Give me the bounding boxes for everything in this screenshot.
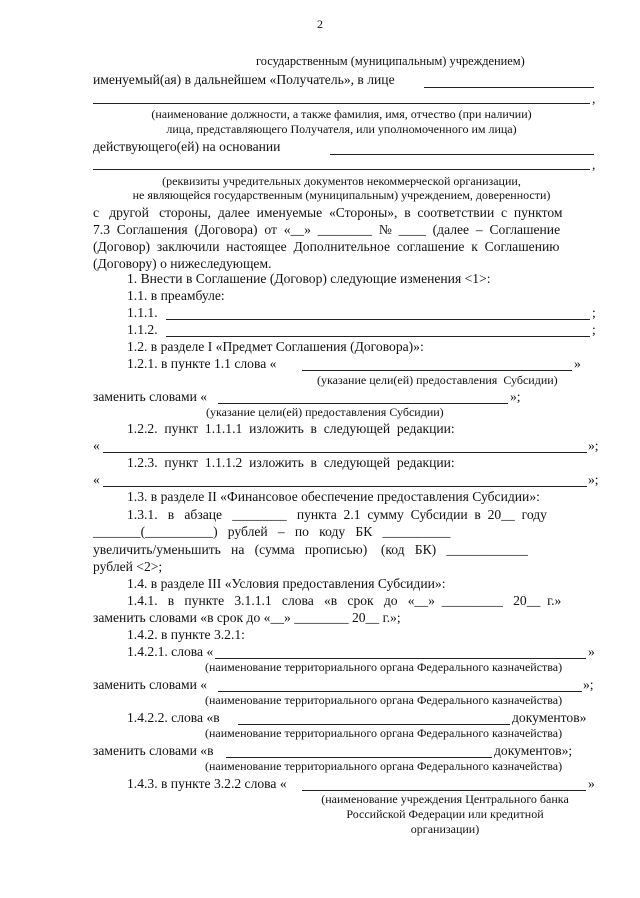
- replace-words: заменить словами «: [93, 389, 208, 404]
- close-quote: »: [574, 356, 581, 371]
- close-quote-semi: »;: [588, 472, 599, 487]
- page-number: 2: [317, 17, 323, 31]
- header-comma: ,: [592, 91, 596, 106]
- close-quote: »: [588, 644, 595, 659]
- fill-line-1-1-2: [166, 336, 590, 337]
- item-1-2-1: 1.2.1. в пункте 1.1 слова «: [127, 356, 277, 371]
- fill-line-1-1-1: [166, 319, 590, 320]
- fill-line-1-4-3: [302, 790, 586, 791]
- caption-treasury: (наименование территориального органа Федерального казначейства): [205, 660, 563, 674]
- item-1-1: 1.1. в преамбуле:: [127, 288, 225, 303]
- fill-line-representative-full: [93, 103, 590, 104]
- intro-line-3: (Договор) заключили настоящее Дополнительное соглашение к Соглашению: [93, 239, 560, 254]
- item-1-3-1-line-4: рублей <2>;: [93, 559, 163, 574]
- caption-subsidy-goal: (указание цели(ей) предоставления Субсидии): [317, 373, 558, 387]
- fill-line-1-2-2: [103, 452, 587, 453]
- caption-position-name: (наименование должности, а также фамилия, имя, отчество (при наличии): [151, 107, 532, 121]
- item-1: 1. Внести в Соглашение (Договор) следующие изменения <1>:: [127, 271, 491, 286]
- item-1-3-1-line-3: увеличить/уменьшить на (сумма прописью) (код БК) ____________: [93, 542, 528, 557]
- docs-close-semi: документов»;: [494, 743, 573, 758]
- fill-line-1-4-2-1: [215, 658, 586, 659]
- item-1-4: 1.4. в разделе III «Условия предоставления Субсидии»:: [127, 576, 446, 591]
- item-1-4-2-1: 1.4.2.1. слова «: [127, 644, 214, 659]
- item-1-1-1: 1.1.1.: [127, 305, 158, 320]
- replace-words: заменить словами «: [93, 677, 208, 692]
- header-line-institution: государственным (муниципальным) учреждением): [256, 54, 525, 68]
- item-1-4-1-line-2: заменить словами «в срок до «__» ________ 20__ г.»;: [93, 610, 401, 625]
- fill-line-basis-full: [93, 169, 590, 170]
- docs-close: документов»: [512, 710, 587, 725]
- caption-subsidy-goal-2: (указание цели(ей) предоставления Субсидии): [206, 405, 444, 419]
- caption-non-state: не являющейся государственным (муниципальным) учреждением, доверенности): [132, 188, 551, 202]
- caption-charter-docs: (реквизиты учредительных документов некоммерческой организации,: [162, 174, 521, 188]
- fill-line-basis: [330, 154, 594, 155]
- intro-line-1: с другой стороны, далее именуемые «Стороны», в соответствии с пунктом: [93, 205, 563, 220]
- fill-line-1-4-2-2: [238, 724, 510, 725]
- item-1-3-1-line-1: 1.3.1. в абзаце ________ пункта 2.1 сумму Субсидии в 20__ году: [127, 507, 547, 522]
- item-1-4-2: 1.4.2. в пункте 3.2.1:: [127, 627, 245, 642]
- open-quote: «: [93, 438, 100, 453]
- caption-treasury: (наименование территориального органа Федерального казначейства): [205, 726, 563, 740]
- intro-line-4: (Договору) о нижеследующем.: [93, 256, 272, 271]
- semicolon: ;: [592, 322, 596, 337]
- close-quote-semi: »;: [583, 677, 594, 692]
- item-1-4-2-2: 1.4.2.2. слова «в: [127, 710, 220, 725]
- fill-line-1-2-1: [302, 370, 572, 371]
- caption-central-bank-2: Российской Федерации или кредитной: [346, 807, 544, 821]
- replace-words-v: заменить словами «в: [93, 743, 214, 758]
- open-quote: «: [93, 472, 100, 487]
- item-1-3: 1.3. в разделе II «Финансовое обеспечение предоставления Субсидии»:: [127, 489, 540, 504]
- item-1-2: 1.2. в разделе I «Предмет Соглашения (Договора)»:: [127, 339, 424, 354]
- close-quote-semi: »;: [510, 389, 521, 404]
- header-line-recipient: именуемый(ая) в дальнейшем «Получатель», в лице: [93, 72, 395, 87]
- caption-treasury: (наименование территориального органа Федерального казначейства): [205, 759, 563, 773]
- semicolon: ;: [592, 305, 596, 320]
- item-1-4-3: 1.4.3. в пункте 3.2.2 слова «: [127, 776, 287, 791]
- item-1-4-1-line-1: 1.4.1. в пункте 3.1.1.1 слова «в срок до «__» _________ 20__ г.»: [127, 593, 562, 608]
- fill-line-replace-goal: [218, 403, 508, 404]
- header-comma-2: ,: [592, 157, 596, 172]
- close-quote-semi: »;: [588, 438, 599, 453]
- item-1-2-2: 1.2.2. пункт 1.1.1.1 изложить в следующей редакции:: [127, 421, 455, 436]
- header-line-basis: действующего(ей) на основании: [93, 139, 281, 154]
- caption-representative: лица, представляющего Получателя, или уполномоченного им лица): [166, 122, 517, 136]
- fill-line-replace-docs: [226, 757, 492, 758]
- fill-line-1-2-3: [103, 486, 587, 487]
- close-quote: »: [588, 776, 595, 791]
- caption-treasury: (наименование территориального органа Федерального казначейства): [205, 693, 563, 707]
- fill-line-replace-treasury: [218, 691, 582, 692]
- item-1-2-3: 1.2.3. пункт 1.1.1.2 изложить в следующей редакции:: [127, 455, 455, 470]
- caption-central-bank-1: (наименование учреждения Центрального банка: [321, 792, 569, 806]
- item-1-3-1-line-2: _______(__________) рублей – по коду БК __________: [93, 524, 451, 539]
- intro-line-2: 7.3 Соглашения (Договора) от «__» ________ № ____ (далее – Соглашение: [93, 222, 561, 237]
- fill-line-representative: [424, 87, 594, 88]
- item-1-1-2: 1.1.2.: [127, 322, 158, 337]
- caption-central-bank-3: организации): [410, 822, 480, 836]
